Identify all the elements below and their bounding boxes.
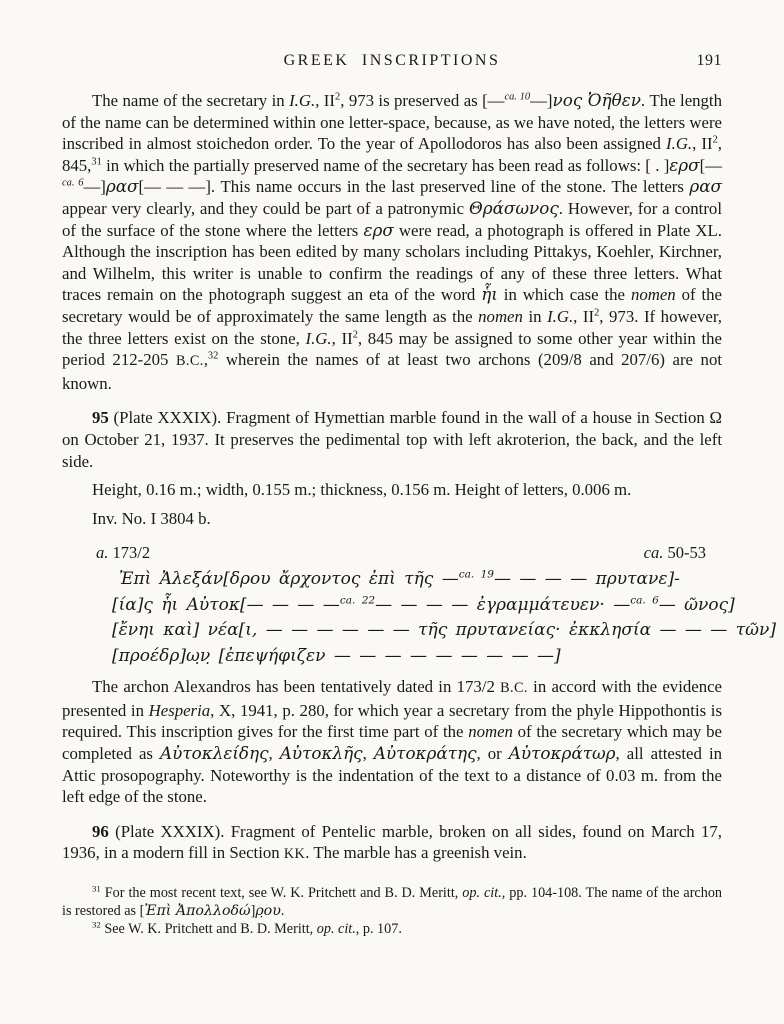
inscription-line-3: [ἔνηι καὶ] νέα[ι, — — — — — — τῆς πρυτανείας· ἐκκλησία — — — τῶν] [112, 620, 776, 641]
running-head [62, 52, 722, 74]
footnotes [62, 884, 722, 939]
entry-95-discussion: The archon Alexandros has been tentatively dated in 173/2 B.C. in accord with the evidence presented in Hesperia, X, 1941, p. 280, for which year a secretary from the phyle Hippothontis is required. This inscription gives for the first time part of the nomen of the secretary which may be completed as Αὐτοκλείδης, Αὐτοκλῆς, Αὐτοκράτης, or Αὐτοκράτωρ, all attested in Attic prosopography. Noteworthy is the indentation of the text to a distance of 0.03 m. from the left edge of the stone. [62, 677, 723, 807]
entry-95-inventory: Inv. No. I 3804 b. [92, 508, 211, 528]
footnote-32: $^{32}$ See W. K. Pritchett and B. D. Meritt, op. cit., p. 107. [92, 919, 402, 938]
page-number: 191 [696, 52, 722, 69]
paragraph-secretary-name: The name of the secretary in I.G., $II^2$, 973 is preserved as [—$^{ca. 10}$—]νος Ὀῆθεν. The length of the name can be determined within one letter-space, because, as we have noted, the letters were inscribed in almost stoichedon order. To the year of Apollodoros has also been assigned I.G., $II^2$, 845,31 in which the partially preserved name of the secretary has been read as follows: [ . ]ερσ[—$^{ca. 6}$—]ρασ[— — —]. This name occurs in the last preserved line of the stone. The letters ρασ appear very clearly, and they could be part of a patronymic Θράσωνος. However, for a control of the surface of the stone where the letters ερσ were read, a photograph is offered in Plate XL. Although the inscription has been edited by many scholars including Pittakys, Koehler, Kirchner, and Wilhelm, this writer is unable to confirm the readings of any of these three letters. What traces remain on the photograph suggest an eta of the word ἧ̣ι in which case the nomen of the secretary would be of approximately the same length as the nomen in I.G., $II^2$, 973. If however, the three letters exist on the stone, I.G., $II^2$, 845 may be assigned to some other year within the period 212-205 B.C.,$^{32}$ wherein the names of at least two archons (209/8 and 207/6) are not known. [62, 90, 723, 393]
inscription-line-4: [προέδρ]ω̣ν̣ [ἐπεψήφιζεν — — — — — — — — —] [112, 645, 561, 666]
footnote-31: $^{31}$ For the most recent text, see W. K. Pritchett and B. D. Meritt, op. cit., pp. 104-108. The name of the archon is restored as [Ἐπὶ Ἀπολλοδώ]ρ̣ου. [62, 883, 723, 920]
text-block [62, 52, 776, 939]
entry-95-intro: 95 (Plate XXXIX). Fragment of Hymettian marble found in the wall of a house in Section Ω on October 21, 1937. It preserves the pedimental top with left akroterion, the back, and the left side. [62, 408, 722, 471]
inscription-text [62, 567, 776, 669]
inscription-line-1: Ἐπὶ Ἀλεξάν[δρου ἄρχοντος ἐπὶ τῆς —$^{ca. 19}$— — — — πρυτανε]- [119, 568, 680, 590]
inscription-line-2: [ία]ς̣ ἧ̣ι Αὐτοκ[— — — —$^{ca. 22}$— — — — ἐγραμμάτευεν· —$^{ca. 6}$— ῶνος] [112, 594, 735, 615]
inscription-date: a. 173/2 [96, 543, 151, 563]
page-title: GREEK INSCRIPTIONS [283, 52, 501, 69]
entry-96-intro: 96 (Plate XXXIX). Fragment of Pentelic marble, broken on all sides, found on March 17, 1936, in a modern fill in Section KK. The marble has a greenish vein. [62, 821, 722, 863]
inscription-heading [62, 543, 722, 563]
inscription-stoichedon-count: ca. 50-53 [643, 543, 706, 563]
entry-95-dimensions: Height, 0.16 m.; width, 0.155 m.; thickness, 0.156 m. Height of letters, 0.006 m. [92, 480, 632, 500]
